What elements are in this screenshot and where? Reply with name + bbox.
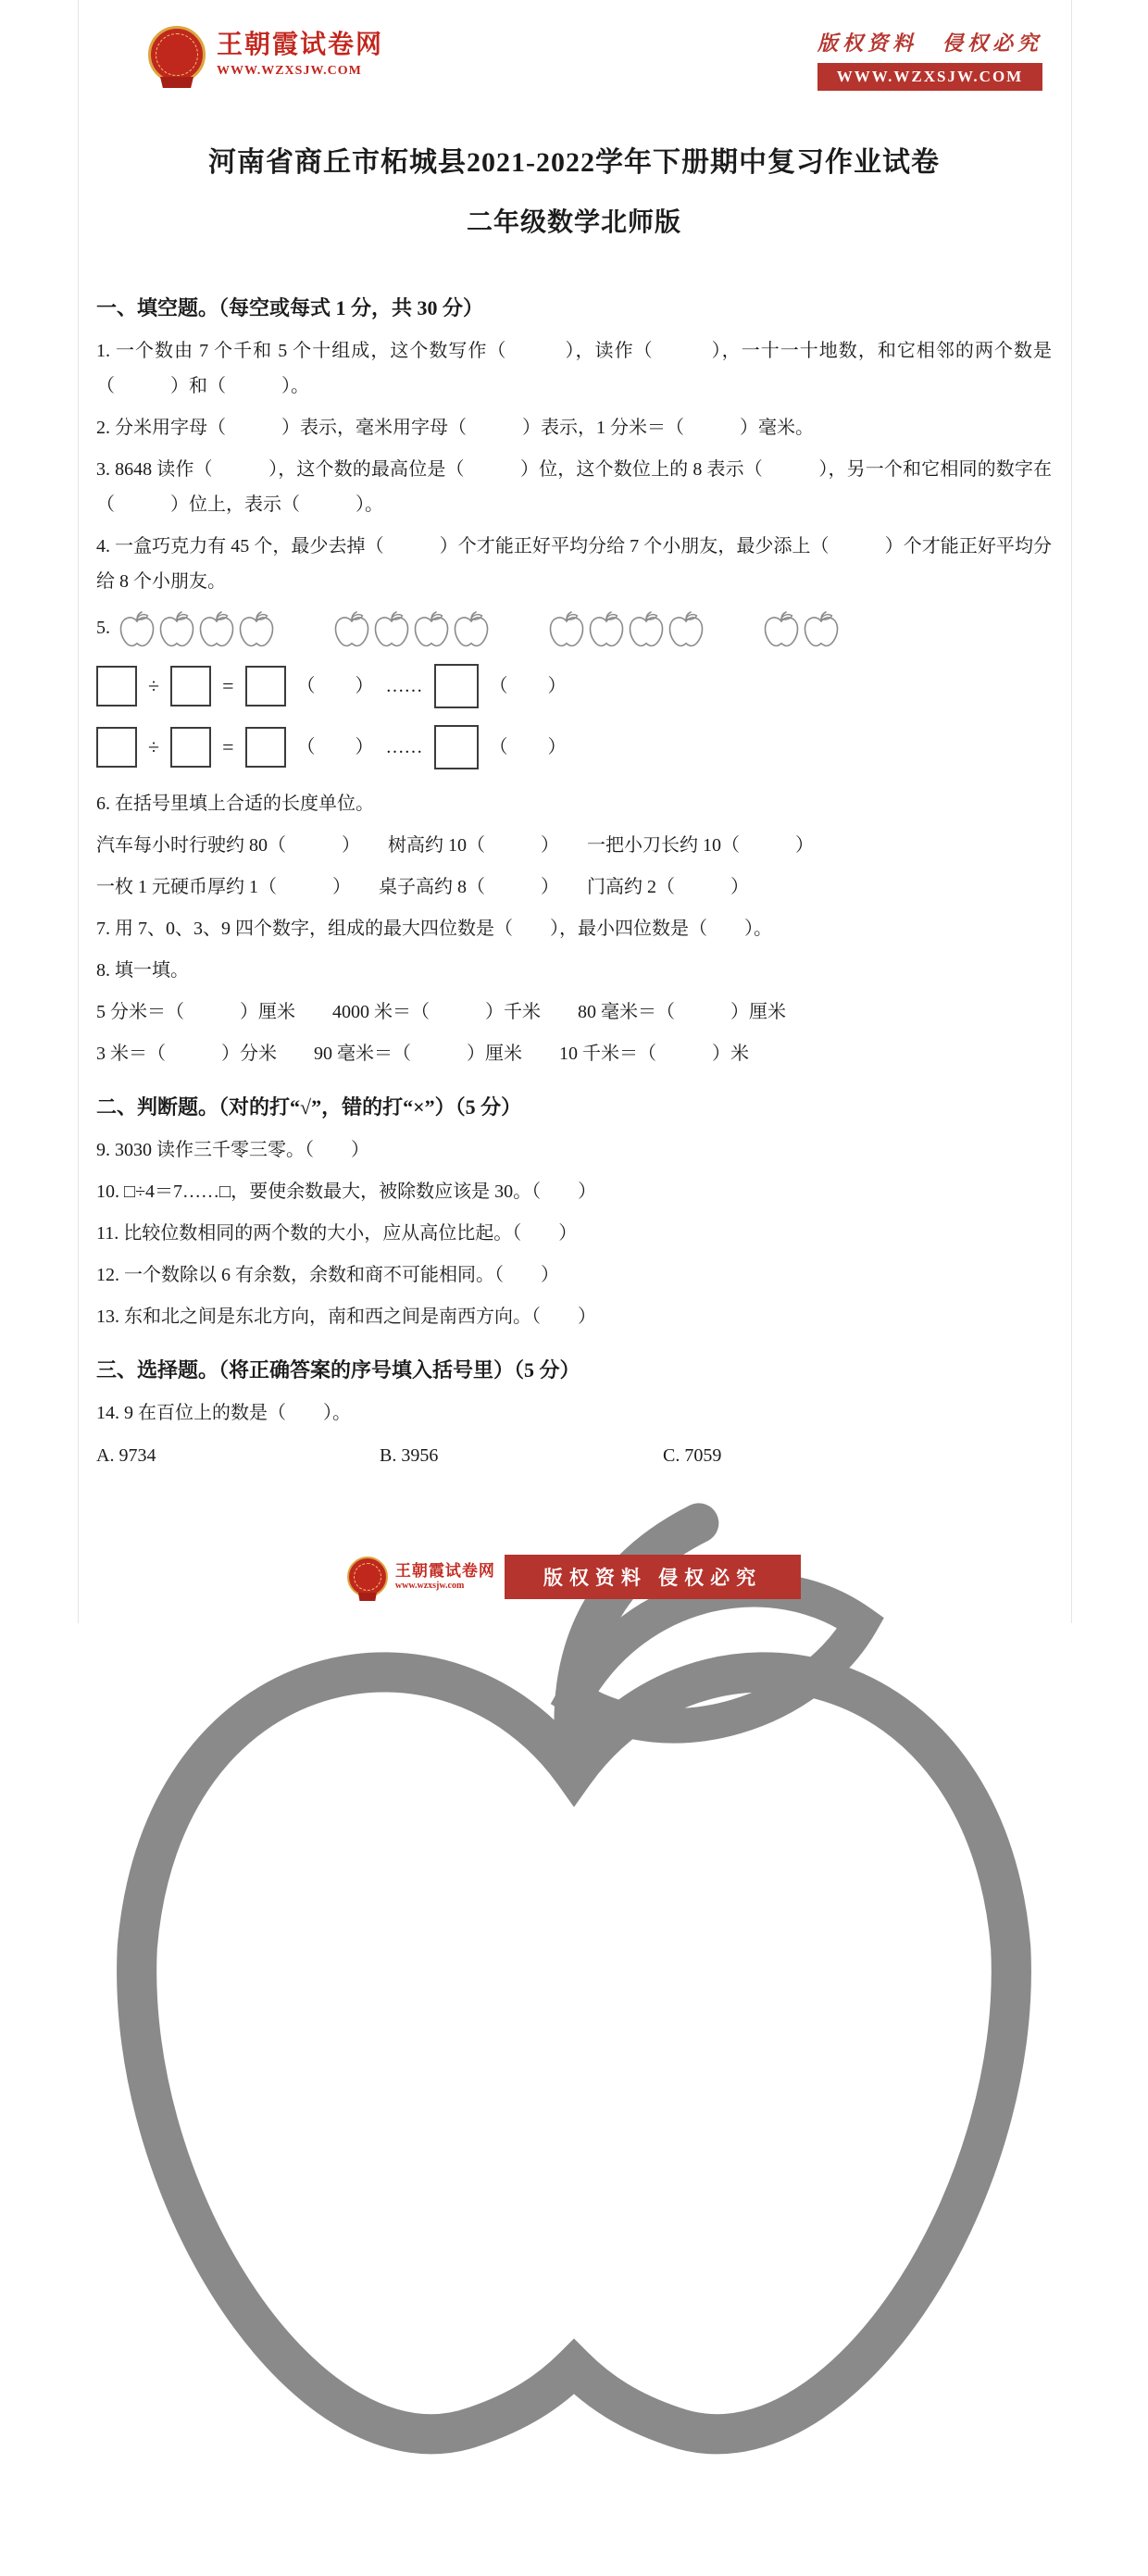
apple-icon: [625, 610, 668, 651]
quotient-box: [245, 727, 286, 768]
division-sign: ÷: [148, 735, 160, 758]
page-margin-rule-right: [1071, 0, 1072, 1623]
question-5: [96, 610, 1052, 651]
apple-icon: [195, 610, 238, 651]
exam-title: 河南省商丘市柘城县2021-2022学年下册期中复习作业试卷: [208, 147, 940, 178]
apple-icon: [156, 610, 198, 651]
apple-image-row: [116, 610, 1052, 651]
question-6-line-2: 一枚 1 元硬币厚约 1（ ） 桌子高约 8（ ） 门高约 2（ ）: [96, 877, 749, 897]
question-5-number: 5.: [96, 618, 110, 638]
section-1-heading: 一、填空题。（每空或每式 1 分，共 30 分）: [96, 296, 484, 319]
apple-group: [331, 610, 490, 651]
question-14-options: [96, 1438, 1052, 1473]
equals-sign: =: [222, 674, 234, 697]
remainder-dots: ……: [385, 737, 423, 757]
page-header: [96, 26, 1052, 91]
footer-seal-icon: [347, 1557, 388, 1597]
option-b: B. 3956: [380, 1445, 439, 1466]
copyright-block: [817, 28, 1042, 91]
brand-website: WWW.WZXSJW.COM: [217, 63, 362, 78]
apple-icon: [370, 610, 413, 651]
page-margin-rule-left: [78, 0, 79, 1623]
apple-group: [760, 610, 840, 651]
division-equation-row-2: [96, 725, 1052, 769]
question-6-line-1: 汽车每小时行驶约 80（ ） 树高约 10（ ） 一把小刀长约 10（ ）: [96, 835, 814, 856]
question-7: 7. 用 7、0、3、9 四个数字，组成的最大四位数是（ ），最小四位数是（ ）。: [96, 919, 772, 939]
section-2-heading: 二、判断题。（对的打“√”，错的打“×”）（5 分）: [96, 1095, 522, 1119]
question-11: 11. 比较位数相同的两个数的大小，应从高位比起。（ ）: [96, 1223, 578, 1244]
brand-logo: [148, 26, 383, 83]
question-12: 12. 一个数除以 6 有余数，余数和商不可能相同。（ ）: [96, 1265, 559, 1285]
question-8-line-2: 3 米＝（ ）分米 90 毫米＝（ ）厘米 10 千米＝（ ）米: [96, 1044, 749, 1064]
question-9: 9. 3030 读作三千零三零。（ ）: [96, 1140, 369, 1160]
exam-title-block: [96, 139, 1052, 239]
brand-logo-text: [217, 31, 383, 78]
exam-body: [96, 291, 1052, 1473]
brand-name: 王朝霞试卷网: [217, 31, 384, 60]
question-6: 6. 在括号里填上合适的长度单位。: [96, 794, 374, 814]
question-3: 3. 8648 读作（ ），这个数的最高位是（ ）位，这个数位上的 8 表示（ ），另一个和它相同的数字在（ ）位上，表示（ ）。: [96, 459, 1052, 515]
page-footer: [0, 1555, 1148, 1599]
exam-subtitle: 二年级数学北师版: [466, 208, 681, 237]
apple-icon: [235, 610, 278, 651]
apple-icon: [665, 610, 707, 651]
apple-icon: [760, 610, 803, 651]
option-a: A. 9734: [96, 1445, 156, 1466]
apple-icon: [410, 610, 453, 651]
question-13: 13. 东和北之间是东北方向，南和西之间是南西方向。（ ）: [96, 1307, 596, 1327]
question-1: 1. 一个数由 7 个千和 5 个十组成，这个数写作（ ），读作（ ），一十一十地数，和它相邻的两个数是（ ）和（ ）。: [96, 341, 1052, 396]
remainder-box: [434, 664, 479, 708]
remainder-dots: ……: [385, 676, 423, 696]
equals-sign: =: [222, 735, 234, 758]
option-c: C. 7059: [663, 1445, 722, 1466]
divisor-box: [170, 666, 211, 707]
footer-website: www.wzxsjw.com: [394, 1580, 465, 1591]
question-8: 8. 填一填。: [96, 960, 189, 981]
apple-icon: [585, 610, 628, 651]
division-sign: ÷: [148, 674, 160, 697]
dividend-box: [96, 666, 137, 707]
footer-brand-name: 王朝霞试卷网: [394, 1562, 495, 1581]
question-4: 4. 一盒巧克力有 45 个，最少去掉（ ）个才能正好平均分给 7 个小朋友，最少添上（ ）个才能正好平均分给 8 个小朋友。: [96, 536, 1052, 592]
brand-seal-icon: [148, 26, 206, 83]
unit-blank: （ ）: [296, 676, 375, 696]
question-14: 14. 9 在百位上的数是（ ）。: [96, 1403, 351, 1423]
dividend-box: [96, 727, 137, 768]
apple-group: [545, 610, 705, 651]
apple-icon: [800, 610, 842, 651]
apple-group: [116, 610, 275, 651]
apple-icon: [545, 610, 588, 651]
section-3-heading: 三、选择题。（将正确答案的序号填入括号里）（5 分）: [96, 1358, 580, 1382]
question-10: 10. □÷4＝7……□，要使余数最大，被除数应该是 30。（ ）: [96, 1182, 597, 1202]
copyright-website-band: WWW.WZXSJW.COM: [817, 63, 1042, 91]
question-2: 2. 分米用字母（ ）表示，毫米用字母（ ）表示，1 分米＝（ ）毫米。: [96, 418, 814, 438]
remainder-box: [434, 725, 479, 769]
footer-logo-text: [395, 1563, 495, 1591]
apple-icon: [116, 610, 158, 651]
divisor-box: [170, 727, 211, 768]
question-8-line-1: 5 分米＝（ ）厘米 4000 米＝（ ）千米 80 毫米＝（ ）厘米: [96, 1002, 786, 1022]
quotient-box: [245, 666, 286, 707]
unit-blank: （ ）: [489, 676, 568, 696]
copyright-slogan: 版权资料 侵权必究: [817, 31, 1042, 55]
division-equation-row-1: [96, 664, 1052, 708]
apple-icon: [331, 610, 373, 651]
unit-blank: （ ）: [296, 737, 375, 757]
unit-blank: （ ）: [489, 737, 568, 757]
apple-icon: [450, 610, 493, 651]
footer-copyright-band: 版权资料 侵权必究: [505, 1555, 801, 1599]
